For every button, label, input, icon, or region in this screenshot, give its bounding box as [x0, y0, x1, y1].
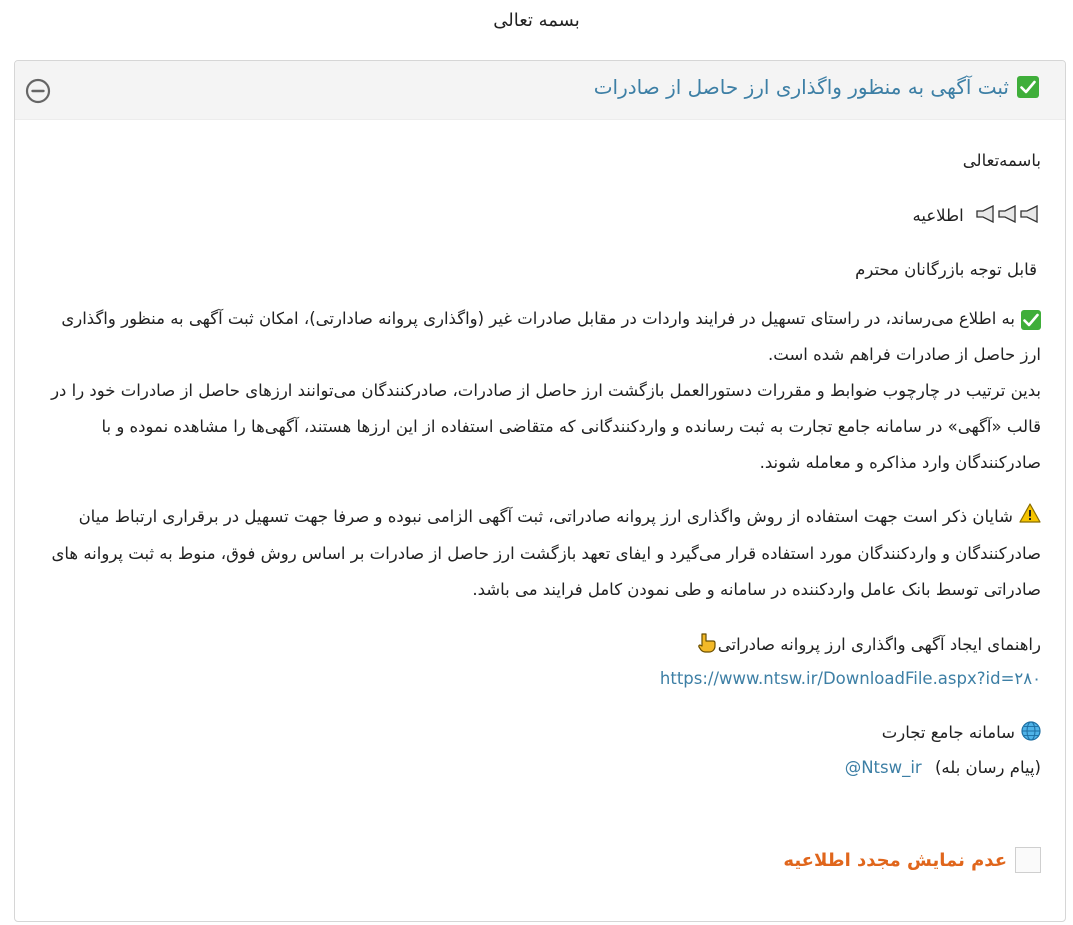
dismiss-label[interactable]: عدم نمایش مجدد اطلاعیه — [783, 849, 1007, 871]
globe-icon — [1021, 721, 1041, 746]
notice-heading — [913, 205, 1041, 228]
messenger-handle-link[interactable]: @Ntsw_ir — [844, 758, 922, 777]
guide-link-line — [660, 669, 1041, 689]
notice-label: اطلاعیه — [912, 205, 964, 225]
messenger-label: (پیام رسان بله) — [934, 758, 1041, 777]
salutation: باسمه‌تعالی — [962, 151, 1041, 170]
system-name: سامانه جامع تجارت — [881, 722, 1015, 742]
panel-title-row — [594, 75, 1039, 99]
system-line — [882, 721, 1041, 746]
guide-download-link[interactable]: https://www.ntsw.ir/DownloadFile.aspx?id=۲۸۰ — [659, 669, 1041, 688]
pointing-hand-icon — [698, 633, 716, 658]
guide-line — [698, 633, 1041, 658]
panel-header[interactable] — [15, 61, 1065, 120]
page-heading: بسمه تعالی — [493, 10, 580, 31]
collapse-icon[interactable] — [25, 78, 51, 104]
paragraph-3-text: شایان ذکر است جهت استفاده از روش واگذاری ارز پروانه صادراتی، ثبت آگهی الزامی نبوده و صرفا جهت تسهیل در برقراری ارتباط میان صادرکنندگان و واردکنندگان مورد استفاده قرار می‌گیرد و ایفای تعهد بازگشت ارز حاصل از صادرات بر اساس روش فوق، منوط به ثبت پروانه های صادراتی توسط بانک عامل واردکننده در سامانه و طی نمودن کامل فرایند می باشد. — [51, 507, 1041, 599]
messenger-line — [845, 758, 1041, 778]
panel-title: ثبت آگهی به منظور واگذاری ارز حاصل از صادرات — [593, 75, 1009, 99]
check-mark-icon — [1021, 310, 1041, 330]
paragraph-2: بدین ترتیب در چارچوب ضوابط و مقررات دستورالعمل بازگشت ارز حاصل از صادرات، صادرکنندگان می‌توانند ارزهای حاصل از صادرات خود را در قالب «آگهی» در سامانه جامع تجارت به ثبت رسانده و واردکنندگانی که متقاضی استفاده از این ارزها هستند، آگهی‌ها را مشاهده نموده و با صادرکنندگان وارد مذاکره و معامله شوند. — [51, 381, 1041, 472]
paragraph-1 — [37, 301, 1041, 373]
warning-icon — [1019, 500, 1041, 536]
dismiss-option[interactable] — [783, 847, 1041, 873]
guide-label: راهنمای ایجاد آگهی واگذاری ارز پروانه صادراتی — [717, 634, 1041, 654]
audience-line: قابل توجه بازرگانان محترم — [855, 260, 1037, 279]
check-mark-icon — [1017, 76, 1039, 98]
paragraph-3 — [37, 499, 1041, 608]
megaphone-icon — [975, 205, 1041, 228]
paragraph-1-text: به اطلاع می‌رساند، در راستای تسهیل در فرایند واردات در مقابل صادرات غیر (واگذاری پروانه صادارتی)، امکان ثبت آگهی به منظور واگذاری ارز حاصل از صادرات فراهم شده است. — [61, 309, 1041, 364]
notice-panel — [14, 60, 1066, 922]
dismiss-checkbox[interactable] — [1015, 847, 1041, 873]
